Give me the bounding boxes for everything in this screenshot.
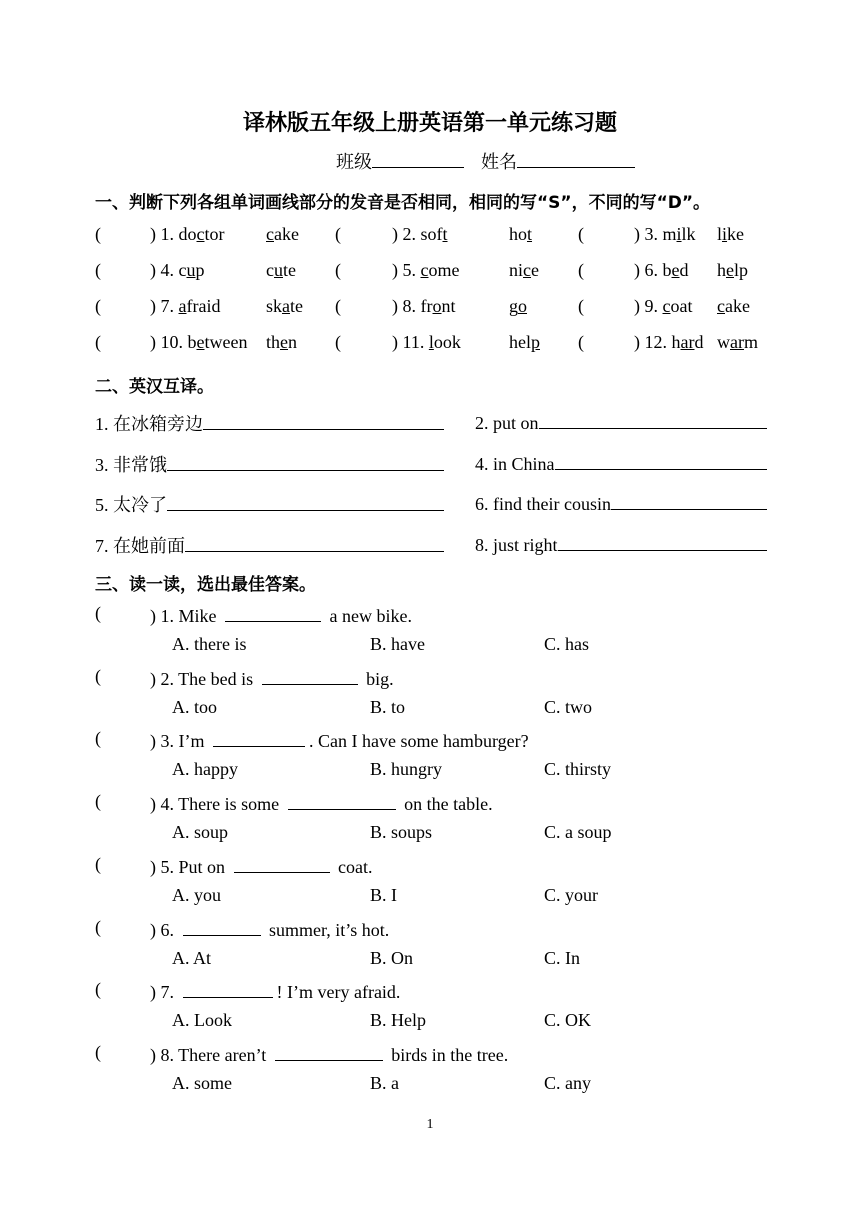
item-number: ) 11.: [392, 332, 429, 352]
question-stem: ) 6. summer, it’s hot.: [150, 917, 389, 941]
answer-line[interactable]: [167, 452, 444, 471]
item-number: ) 5.: [392, 260, 421, 280]
translate-item: [475, 451, 767, 475]
question-stem: ) 7. ! I’m very afraid.: [150, 979, 400, 1003]
item-number: ) 9.: [634, 296, 663, 316]
translate-prompt: 7. 在她前面: [95, 536, 185, 556]
fill-blank[interactable]: [213, 728, 305, 747]
phonics-item: [634, 332, 703, 353]
answer-paren[interactable]: (: [95, 260, 101, 280]
option-c[interactable]: C. OK: [544, 1010, 592, 1030]
name-label: 姓名: [481, 152, 517, 172]
answer-paren[interactable]: (: [335, 224, 341, 244]
translate-item: [95, 532, 444, 556]
translate-item: [475, 532, 767, 556]
word-1: come: [420, 260, 460, 280]
answer-line[interactable]: [539, 410, 767, 429]
fill-blank[interactable]: [262, 666, 358, 685]
word-2: hot: [509, 224, 533, 244]
answer-paren[interactable]: (: [578, 332, 584, 352]
phonics-item: [150, 296, 220, 317]
word-2: help: [509, 332, 540, 352]
option-b[interactable]: B. soups: [370, 822, 433, 842]
answer-paren[interactable]: (: [95, 332, 101, 352]
answer-paren[interactable]: (: [95, 603, 101, 623]
answer-line[interactable]: [167, 492, 444, 511]
answer-paren[interactable]: (: [335, 332, 341, 352]
translate-prompt: 2. put on: [475, 413, 539, 433]
word-2: help: [717, 260, 749, 280]
fill-blank[interactable]: [183, 979, 273, 998]
translate-prompt: 3. 非常饿: [95, 455, 167, 475]
answer-paren[interactable]: (: [95, 728, 101, 748]
answer-line[interactable]: [203, 411, 444, 430]
item-number: ) 6.: [634, 260, 663, 280]
phonics-item: [634, 260, 689, 281]
item-number: ) 7.: [150, 296, 179, 316]
name-field[interactable]: [517, 149, 635, 168]
phonics-item: [634, 296, 693, 317]
word-1: bed: [662, 260, 689, 280]
phonics-row: [95, 296, 775, 320]
answer-paren[interactable]: (: [578, 260, 584, 280]
answer-paren[interactable]: (: [95, 917, 101, 937]
phonics-item: [150, 224, 225, 245]
word-2: cake: [266, 224, 299, 244]
phonics-item: [392, 260, 460, 281]
option-b[interactable]: B. I: [370, 885, 397, 905]
item-number: ) 4.: [150, 260, 179, 280]
section3-heading: 三、读一读，选出最佳答案。: [95, 575, 316, 595]
option-c[interactable]: C. two: [544, 697, 593, 717]
answer-paren[interactable]: (: [95, 296, 101, 316]
option-c[interactable]: C. has: [544, 634, 589, 654]
question-stem: ) 3. I’m . Can I have some hamburger?: [150, 728, 529, 752]
answer-paren[interactable]: (: [95, 854, 101, 874]
phonics-item: [392, 296, 456, 317]
option-c[interactable]: C. a soup: [544, 822, 612, 842]
item-number: ) 8.: [392, 296, 421, 316]
word-2: cake: [717, 296, 750, 316]
fill-blank[interactable]: [183, 917, 261, 936]
phonics-item: [150, 260, 205, 281]
phonics-item: [150, 332, 247, 353]
answer-paren[interactable]: (: [95, 979, 101, 999]
word-2: then: [266, 332, 298, 352]
translate-prompt: 4. in China: [475, 454, 555, 474]
translate-item: [95, 410, 444, 434]
phonics-row: [95, 224, 775, 248]
answer-line[interactable]: [185, 533, 444, 552]
option-a[interactable]: A. some: [172, 1073, 232, 1093]
option-a[interactable]: A. too: [172, 697, 217, 717]
option-c[interactable]: C. thirsty: [544, 759, 612, 779]
word-1: hard: [671, 332, 704, 352]
option-a[interactable]: A. there is: [172, 634, 247, 654]
answer-paren[interactable]: (: [335, 260, 341, 280]
word-1: between: [187, 332, 248, 352]
item-number: ) 1.: [150, 224, 179, 244]
word-1: front: [420, 296, 456, 316]
word-2: go: [509, 296, 527, 316]
class-field[interactable]: [372, 149, 464, 168]
translate-item: [475, 410, 767, 434]
fill-blank[interactable]: [234, 854, 330, 873]
answer-paren[interactable]: (: [578, 296, 584, 316]
option-a[interactable]: A. Look: [172, 1010, 232, 1030]
word-1: soft: [420, 224, 448, 244]
translate-prompt: 6. find their cousin: [475, 494, 611, 514]
word-2: cute: [266, 260, 296, 280]
phonics-row: [95, 332, 775, 356]
answer-line[interactable]: [558, 532, 767, 551]
question-stem: ) 2. The bed is big.: [150, 666, 394, 690]
word-1: afraid: [178, 296, 221, 316]
word-1: look: [428, 332, 461, 352]
word-2: skate: [266, 296, 304, 316]
translate-item: [475, 491, 767, 515]
answer-paren[interactable]: (: [95, 1042, 101, 1062]
answer-paren[interactable]: (: [578, 224, 584, 244]
word-1: doctor: [178, 224, 225, 244]
question-stem: ) 5. Put on coat.: [150, 854, 373, 878]
fill-blank[interactable]: [275, 1042, 383, 1061]
class-label: 班级: [336, 152, 372, 172]
section1-heading: 一、判断下列各组单词画线部分的发音是否相同，相同的写“S”，不同的写“D”。: [95, 193, 711, 213]
word-2: nice: [509, 260, 540, 280]
fill-blank[interactable]: [225, 603, 321, 622]
word-1: cup: [178, 260, 205, 280]
translate-item: [95, 491, 444, 515]
word-2: warm: [717, 332, 758, 352]
word-1: coat: [662, 296, 693, 316]
phonics-item: [392, 332, 461, 353]
word-1: milk: [662, 224, 696, 244]
question-stem: ) 4. There is some on the table.: [150, 791, 493, 815]
option-a[interactable]: A. happy: [172, 759, 238, 779]
option-a[interactable]: A. At: [172, 948, 212, 968]
option-c[interactable]: C. any: [544, 1073, 591, 1093]
phonics-item: [634, 224, 696, 245]
question-stem: ) 1. Mike a new bike.: [150, 603, 412, 627]
option-a[interactable]: A. you: [172, 885, 221, 905]
fill-blank[interactable]: [288, 791, 396, 810]
option-b[interactable]: B. Help: [370, 1010, 426, 1030]
option-c[interactable]: C. your: [544, 885, 598, 905]
item-number: ) 3.: [634, 224, 663, 244]
answer-line[interactable]: [611, 491, 767, 510]
phonics-item: [392, 224, 448, 245]
page-number: 1: [426, 1117, 434, 1132]
item-number: ) 2.: [392, 224, 421, 244]
option-a[interactable]: A. soup: [172, 822, 229, 842]
translate-prompt: 8. just right: [475, 535, 558, 555]
word-2: like: [717, 224, 745, 244]
item-number: ) 12.: [634, 332, 672, 352]
option-b[interactable]: B. have: [370, 634, 425, 654]
answer-line[interactable]: [555, 451, 768, 470]
answer-paren[interactable]: (: [95, 224, 101, 244]
option-b[interactable]: B. a: [370, 1073, 399, 1093]
question-stem: ) 8. There aren’t birds in the tree.: [150, 1042, 508, 1066]
translate-item: [95, 451, 444, 475]
answer-paren[interactable]: (: [95, 666, 101, 686]
translate-prompt: 5. 太冷了: [95, 495, 167, 515]
item-number: ) 10.: [150, 332, 188, 352]
option-c[interactable]: C. In: [544, 948, 580, 968]
translate-prompt: 1. 在冰箱旁边: [95, 414, 203, 434]
option-b[interactable]: B. hungry: [370, 759, 442, 779]
option-b[interactable]: B. On: [370, 948, 414, 968]
answer-paren[interactable]: (: [95, 791, 101, 811]
section2-heading: 二、英汉互译。: [95, 377, 214, 397]
answer-paren[interactable]: (: [335, 296, 341, 316]
option-b[interactable]: B. to: [370, 697, 406, 717]
class-name-line: [336, 148, 635, 174]
page-title: 译林版五年级上册英语第一单元练习题: [242, 111, 617, 136]
phonics-row: [95, 260, 775, 284]
